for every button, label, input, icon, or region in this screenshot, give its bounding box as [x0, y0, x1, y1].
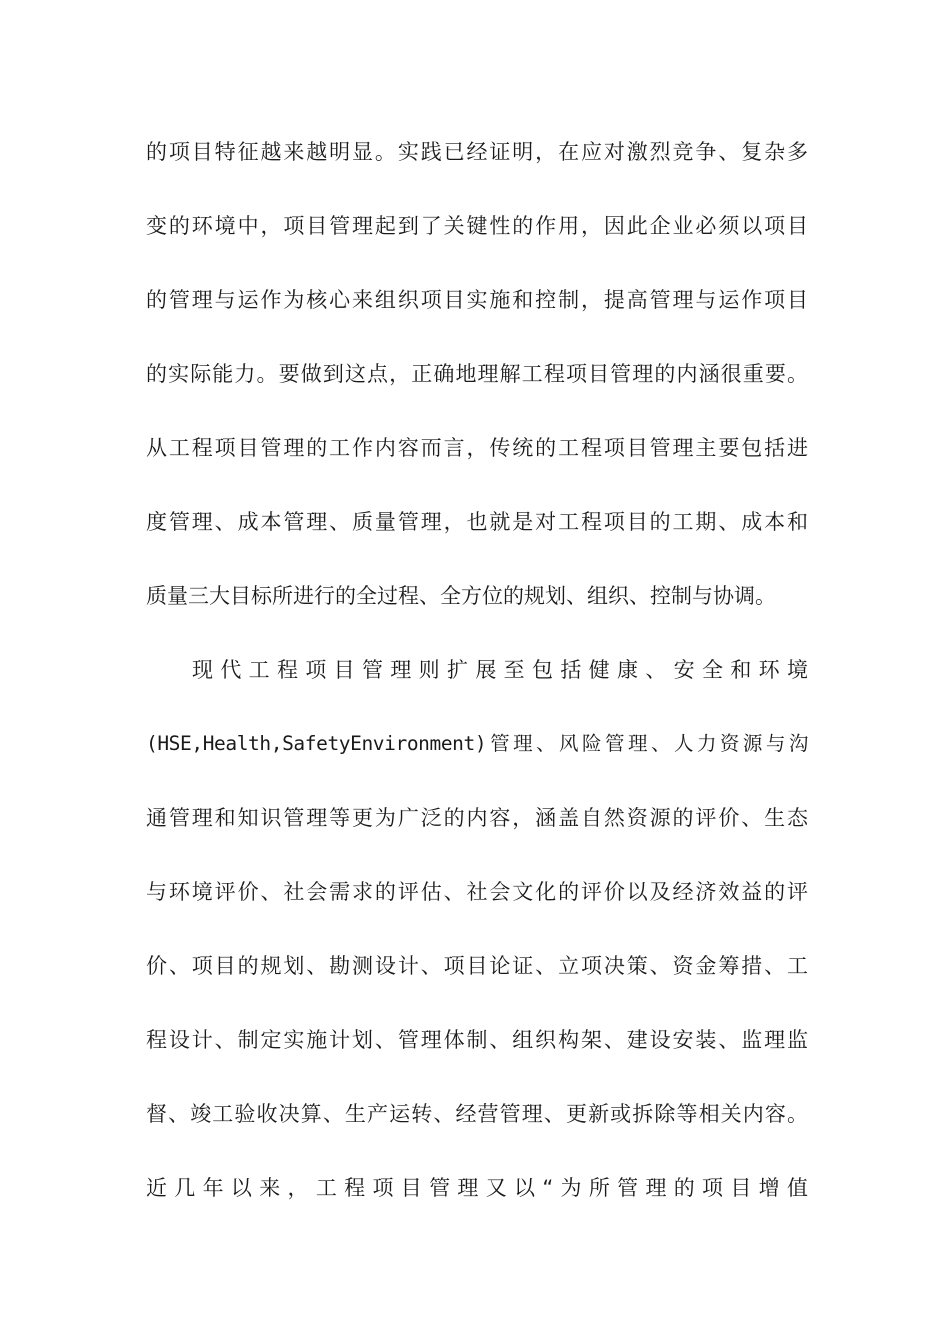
text-line: (HSE,Health,SafetyEnvironment)管理、风险管理、人力资源与沟 [146, 732, 808, 755]
text-line: 的实际能力。要做到这点，正确地理解工程项目管理的内涵很重要。 [146, 362, 808, 386]
text-line: 的项目特征越来越明显。实践已经证明，在应对激烈竞争、复杂多 [146, 140, 808, 164]
text-line: 价、项目的规划、勘测设计、项目论证、立项决策、资金筹措、工 [146, 954, 808, 978]
text-line: 通管理和知识管理等更为广泛的内容，涵盖自然资源的评价、生态 [146, 806, 808, 830]
text-line: 近几年以来，工程项目管理又以“为所管理的项目增值 [146, 1176, 808, 1200]
text-line: 从工程项目管理的工作内容而言，传统的工程项目管理主要包括进 [146, 436, 808, 460]
paragraph-first-line: 现代工程项目管理则扩展至包括健康、安全和环境 [192, 658, 808, 682]
text-line: 度管理、成本管理、质量管理，也就是对工程项目的工期、成本和 [146, 510, 808, 534]
text-line: 质量三大目标所进行的全过程、全方位的规划、组织、控制与协调。 [146, 584, 776, 608]
text-line: 程设计、制定实施计划、管理体制、组织构架、建设安装、监理监 [146, 1028, 808, 1052]
text-line: 与环境评价、社会需求的评估、社会文化的评价以及经济效益的评 [146, 880, 808, 904]
text-line: 的管理与运作为核心来组织项目实施和控制，提高管理与运作项目 [146, 288, 808, 312]
text-line: 督、竣工验收决算、生产运转、经营管理、更新或拆除等相关内容。 [146, 1102, 808, 1126]
text-line: 变的环境中，项目管理起到了关键性的作用，因此企业必须以项目 [146, 214, 808, 238]
body-text [146, 134, 808, 1244]
